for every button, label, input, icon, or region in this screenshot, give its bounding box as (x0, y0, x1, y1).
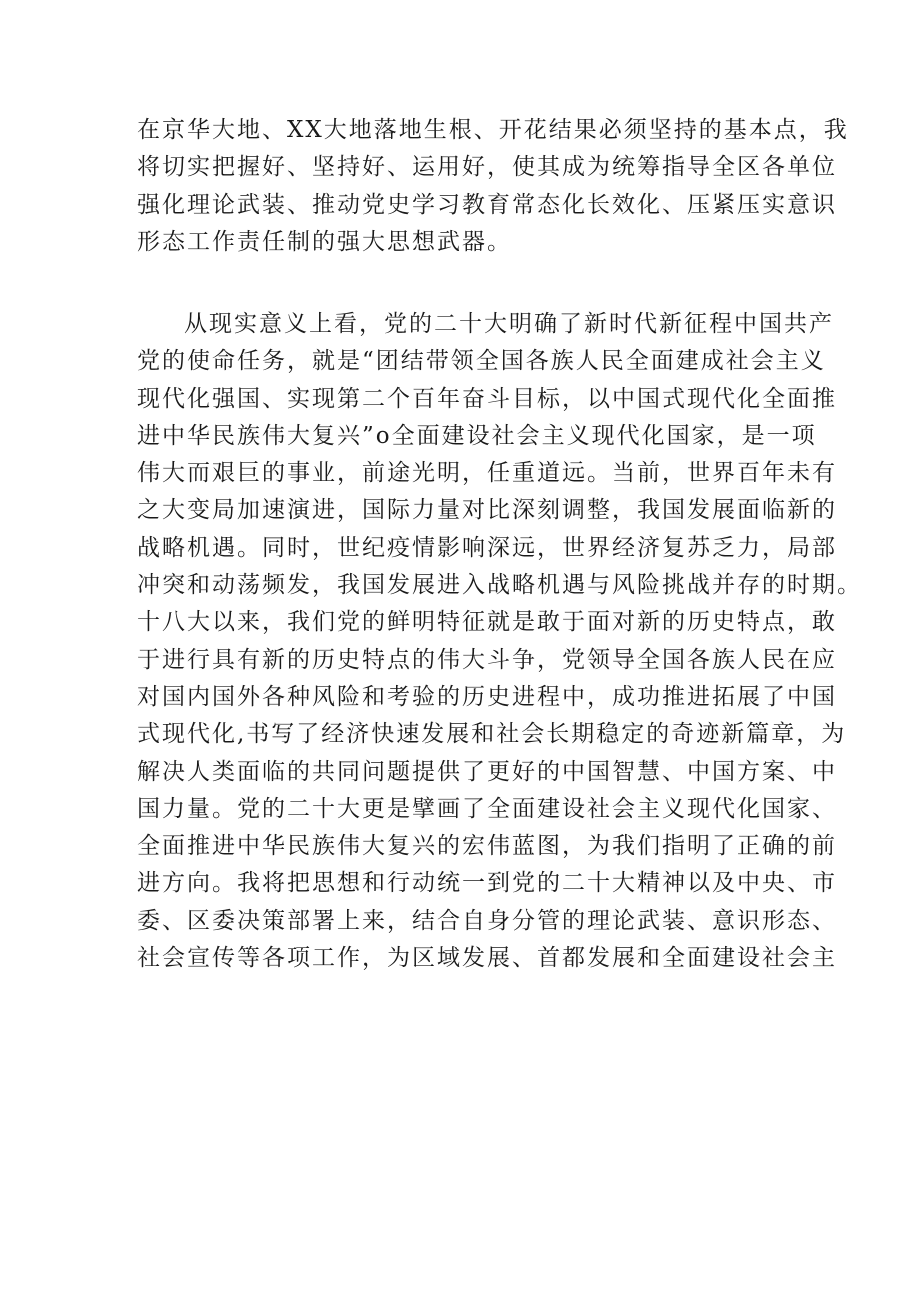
text-line: 进方向。我将把思想和行动统一到党的二十大精神以及中央、市 (137, 870, 837, 897)
text-line: 十八大以来，我们党的鲜明特征就是敢于面对新的历史特点，敢 (137, 609, 837, 636)
text-line: 在京华大地、XX大地落地生根、开花结果必须坚持的基本点，我 (137, 117, 849, 143)
text-line: 解决人类面临的共同问题提供了更好的中国智慧、中国方案、中 (137, 758, 837, 785)
text-line: 委、区委决策部署上来，结合自身分管的理论武装、意识形态、 (137, 907, 837, 934)
text-line: 全面推进中华民族伟大复兴的宏伟蓝图，为我们指明了正确的前 (137, 833, 837, 860)
text-line: 现代化强国、实现第二个百年奋斗目标，以中国式现代化全面推 (137, 385, 837, 412)
text-line: 进中华民族伟大复兴”o全面建设社会主义现代化国家，是一项 (137, 422, 817, 449)
text-line: 冲突和动荡频发，我国发展进入战略机遇与风险挑战并存的时期。 (137, 572, 862, 599)
text-line: 战略机遇。同时，世纪疫情影响深远，世界经济复苏乏力，局部 (137, 534, 837, 561)
text-line: 伟大而艰巨的事业，前途光明，任重道远。当前，世界百年未有 (137, 460, 837, 487)
text-line: 将切实把握好、坚持好、运用好，使其成为统筹指导全区各单位 (137, 154, 837, 181)
text-line: 之大变局加速演进，国际力量对比深刻调整，我国发展面临新的 (137, 497, 837, 524)
text-line: 形态工作责任制的强大思想武器。 (137, 228, 512, 255)
paragraph-continuation (137, 112, 849, 261)
text-line: 于进行具有新的历史特点的伟大斗争，党领导全国各族人民在应 (137, 646, 837, 673)
paragraph-main (137, 306, 862, 977)
text-line: 式现代化,书写了经济快速发展和社会长期稳定的奇迹新篇章，为 (137, 721, 847, 748)
text-line: 社会宣传等各项工作，为区域发展、首都发展和全面建设社会主 (137, 945, 837, 972)
text-line: 对国内国外各种风险和考验的历史进程中，成功推进拓展了中国 (137, 683, 837, 710)
text-line: 强化理论武装、推动党史学习教育常态化长效化、压紧压实意识 (137, 191, 837, 218)
text-line: 从现实意义上看，党的二十大明确了新时代新征程中国共产 (184, 311, 834, 337)
text-line: 国力量。党的二十大更是擘画了全面建设社会主义现代化国家、 (137, 795, 837, 822)
text-line: 党的使命任务，就是“团结带领全国各族人民全面建成社会主义 (137, 348, 826, 375)
